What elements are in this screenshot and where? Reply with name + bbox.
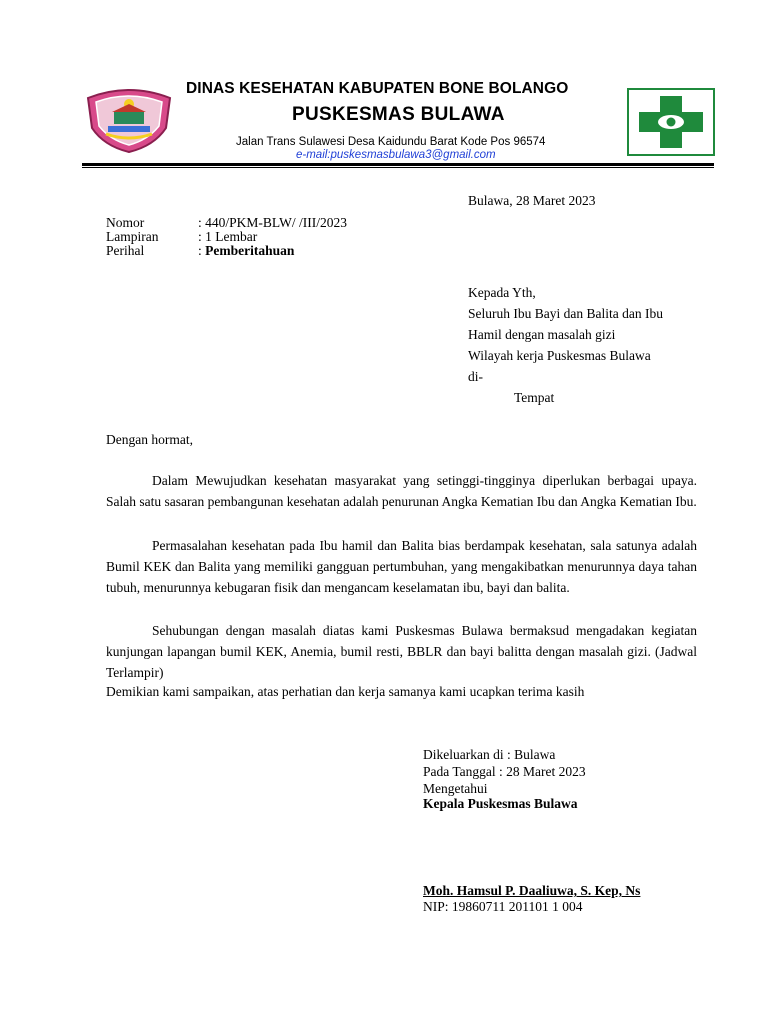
recipient-line: Kepada Yth,: [468, 285, 536, 300]
meta-value-lampiran: : 1 Lembar: [198, 229, 258, 244]
meta-value-nomor: : 440/PKM-BLW/ /III/2023: [198, 215, 347, 230]
meta-perihal-subject: Pemberitahuan: [205, 243, 295, 258]
meta-value-perihal: [198, 243, 294, 259]
letterhead-divider: [82, 163, 714, 166]
meta-perihal-prefix: :: [198, 243, 206, 258]
signatory-title: Kepala Puskesmas Bulawa: [423, 796, 578, 811]
facility-name: PUSKESMAS BULAWA: [292, 104, 505, 125]
body-paragraph-1: Dalam Mewujudkan kesehatan masyarakat yang setinggi-tingginya diperlukan berbagai upaya. Salah satu sasaran pembangunan kesehatan adalah penurunan Angka Kematian Ibu dan Angka Kematian Ibu.: [106, 473, 697, 509]
acknowledged-label: Mengetahui: [423, 781, 488, 796]
letter-date: Bulawa, 28 Maret 2023: [468, 193, 596, 208]
email: e-mail:puskesmasbulawa3@gmail.com: [296, 149, 496, 161]
body-paragraph-2: Permasalahan kesehatan pada Ibu hamil dan Balita bias berdampak kesehatan, sala satunya adalah Bumil KEK dan Balita yang memiliki gangguan pertumbuhan, yang mengakibatkan menurunnya daya tahan tubuh, menurunnya kebugaran fisik dan mengancam keselamatan ibu, bayi dan balita.: [106, 538, 697, 595]
issued-date: Pada Tanggal : 28 Maret 2023: [423, 764, 586, 779]
recipient-line: Seluruh Ibu Bayi dan Balita dan Ibu: [468, 306, 663, 321]
agency-name: DINAS KESEHATAN KABUPATEN BONE BOLANGO: [186, 80, 569, 97]
signatory-name: Moh. Hamsul P. Daaliuwa, S. Kep, Ns: [423, 883, 641, 898]
letterhead-divider-thin: [82, 167, 714, 168]
issued-at: Dikeluarkan di : Bulawa: [423, 747, 556, 762]
address: Jalan Trans Sulawesi Desa Kaidundu Barat Kode Pos 96574: [236, 136, 546, 148]
closing-sentence: Demikian kami sampaikan, atas perhatian dan kerja samanya kami ucapkan terima kasih: [106, 684, 585, 699]
meta-label-nomor: Nomor: [106, 215, 145, 230]
body-paragraph-3: Sehubungan dengan masalah diatas kami Puskesmas Bulawa bermaksud mengadakan kegiatan kunjungan lapangan bumil KEK, Anemia, bumil resti, BBLR dan bayi balitta dengan masalah gizi. (Jadwal Terlampir): [106, 623, 697, 680]
meta-label-perihal: Perihal: [106, 243, 145, 258]
green-cross-health-icon: [627, 88, 715, 156]
regency-crest-icon: [84, 84, 174, 154]
meta-label-lampiran: Lampiran: [106, 229, 159, 244]
salutation: Dengan hormat,: [106, 432, 193, 447]
recipient-line: Wilayah kerja Puskesmas Bulawa: [468, 348, 651, 363]
recipient-line: di-: [468, 369, 483, 384]
signatory-nip: NIP: 19860711 201101 1 004: [423, 899, 583, 914]
recipient-line: Hamil dengan masalah gizi: [468, 327, 616, 342]
recipient-line: Tempat: [514, 390, 555, 405]
